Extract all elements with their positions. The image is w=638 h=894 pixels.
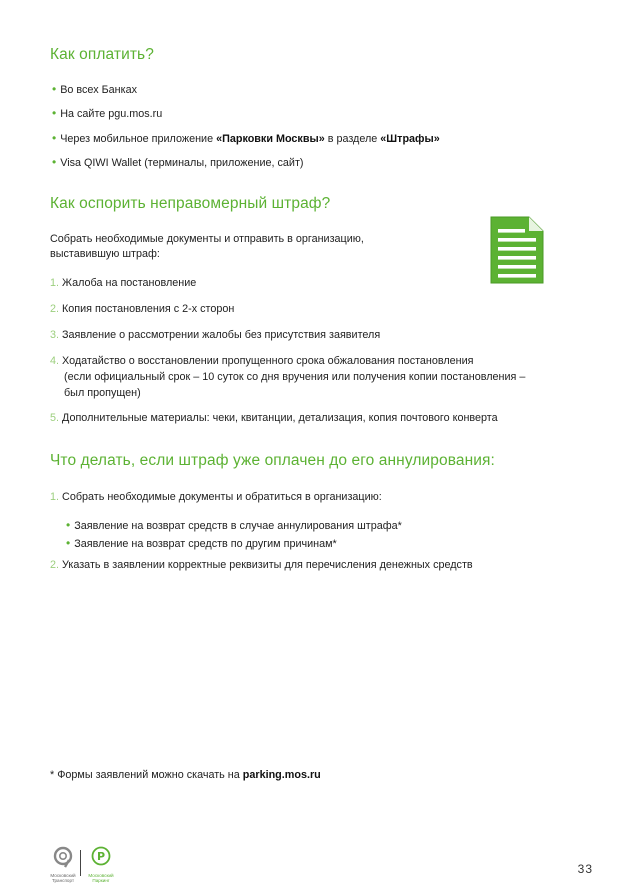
list-item: 4. Ходатайство о восстановлении пропущенного срока обжалования постановления [50,355,474,367]
list-item: • Заявление на возврат средств в случае аннулирования штрафа* [66,518,402,532]
list-item: 2. Указать в заявлении корректные реквизиты для перечисления денежных средств [50,559,473,571]
parking-logo-icon [86,846,116,868]
list-item: 5. Дополнительные материалы: чеки, квитанции, детализация, копия почтового конверта [50,412,498,424]
list-item: • Заявление на возврат средств по другим причинам* [66,536,337,550]
logo-divider [80,850,81,876]
list-item-continuation: был пропущен) [64,387,141,399]
bullet-icon: • [52,131,57,145]
page-number: 33 [577,862,593,876]
list-item: 3. Заявление о рассмотрении жалобы без присутствия заявителя [50,329,381,341]
parking-link[interactable]: parking.mos.ru [242,769,321,781]
transport-logo-icon [50,846,76,868]
section-title-payment: Как оплатить? [50,46,154,63]
bullet-icon: • [52,82,57,96]
list-item: 2. Копия постановления с 2-х сторон [50,303,235,315]
bullet-icon: • [66,518,71,532]
bullet-icon: • [66,536,71,550]
list-item: • Во всех Банках [52,82,138,96]
intro-text: выставившую штраф: [50,248,160,260]
list-item: 1. Собрать необходимые документы и обратиться в организацию: [50,491,382,503]
section-title-dispute: Как оспорить неправомерный штраф? [50,195,331,212]
bullet-icon: • [52,106,57,120]
section-title-refund: Что делать, если штраф уже оплачен до его аннулирования: [50,452,495,469]
intro-text: Собрать необходимые документы и отправить в организацию, [50,233,364,245]
document-icon [489,215,545,285]
list-item: • Visa QIWI Wallet (терминалы, приложение, сайт) [52,155,304,169]
list-item: • На сайте pgu.mos.ru [52,106,163,120]
footnote: * Формы заявлений можно скачать на parking.mos.ru [50,769,321,781]
list-item: 1. Жалоба на постановление [50,277,197,289]
moscow-parking-logo: P Московский Паркинг [86,846,116,883]
moscow-transport-logo: Московский Транспорт [50,846,76,883]
svg-text:P: P [96,850,106,863]
list-item-continuation: (если официальный срок – 10 суток со дня вручения или получения копии постановления – [64,371,526,383]
list-item: • Через мобильное приложение «Парковки Москвы» в разделе «Штрафы» [52,131,440,145]
bullet-icon: • [52,155,57,169]
